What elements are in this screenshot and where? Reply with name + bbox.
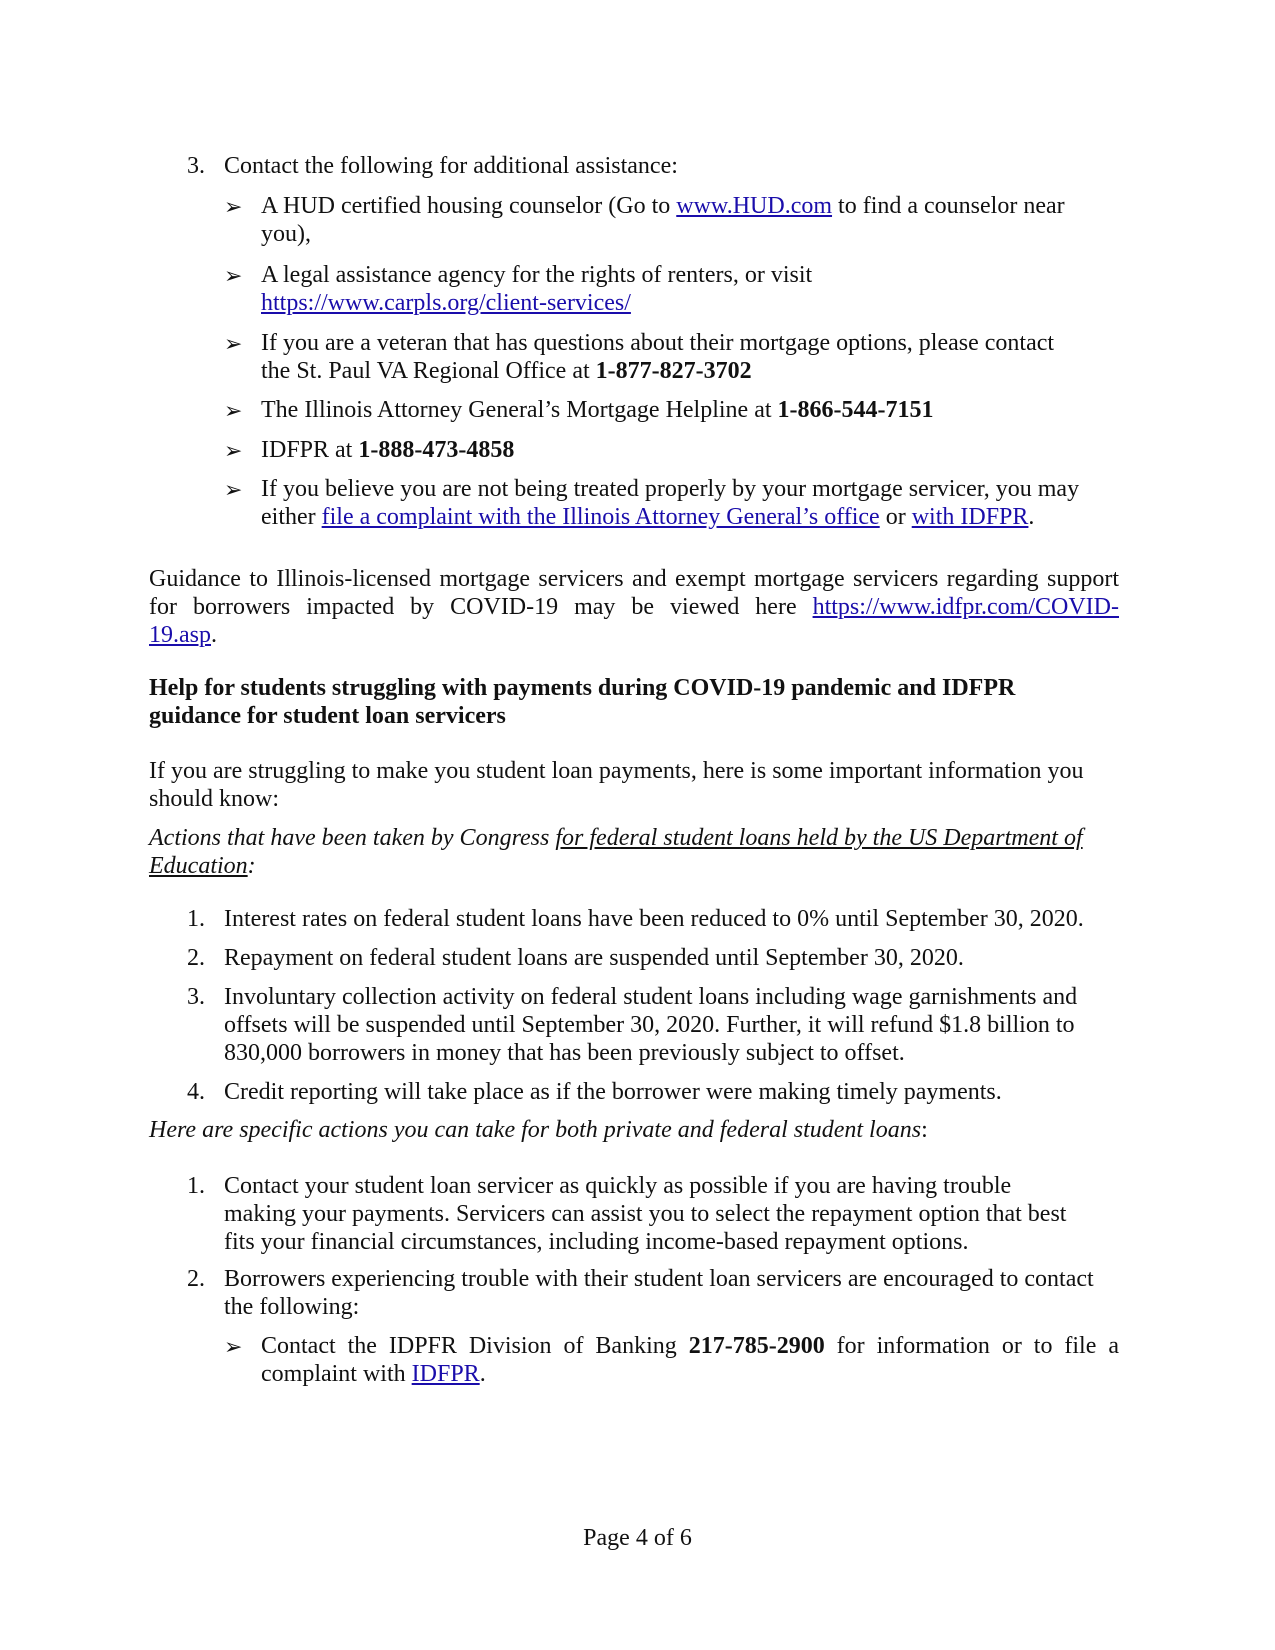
guidance-line-3 [149, 621, 1119, 649]
intro-text: If you are struggling to make you student loan payments, here is some important information you [149, 758, 1084, 784]
heading-line: guidance for student loan servicers [149, 703, 506, 729]
list-number: 2. [187, 1266, 205, 1292]
specific-actions-heading [149, 1116, 1129, 1144]
bullet-hud [261, 192, 1111, 248]
bullet-banking-line-1 [261, 1332, 1119, 1360]
arrow-bullet-icon: ➢ [224, 263, 243, 288]
bullet-text: complaint with [261, 1361, 412, 1387]
bullet-text: the St. Paul VA Regional Office at [261, 358, 596, 384]
bullet-ag-helpline [261, 396, 1111, 424]
arrow-bullet-icon: ➢ [224, 438, 243, 463]
covid-link[interactable]: https://www.idfpr.com/COVID- [812, 594, 1119, 620]
carpls-link[interactable]: https://www.carpls.org/client-services/ [261, 290, 631, 316]
guidance-text: for borrowers impacted by COVID-19 may be viewed here [149, 594, 813, 620]
item-text: Borrowers experiencing trouble with their student loan servicers are encouraged to contact [224, 1266, 1094, 1292]
bullet-text: either [261, 504, 322, 530]
page-number: Page 4 of 6 [583, 1525, 692, 1551]
idfpr-link[interactable]: IDFPR [411, 1361, 480, 1387]
list-number: 4. [187, 1079, 205, 1105]
arrow-bullet-icon: ➢ [224, 331, 243, 356]
specific-item [224, 1172, 1104, 1256]
item-text: the following: [224, 1294, 360, 1320]
guidance-line-2 [149, 593, 1119, 621]
arrow-bullet-icon: ➢ [224, 194, 243, 219]
covid-link-continued[interactable]: 19.asp [149, 622, 211, 648]
bullet-text: for information or to file a [824, 1333, 1119, 1359]
congress-item: Interest rates on federal student loans have been reduced to 0% until September 30, 2020. [224, 906, 1084, 932]
phone-number: 1-877-827-3702 [595, 358, 752, 384]
italic-text: Actions that have been taken by Congress [149, 825, 556, 851]
congress-actions-heading [149, 824, 1129, 880]
bullet-complaint [261, 475, 1121, 531]
italic-underlined-text: for federal student loans held by the US Department of [555, 825, 1083, 851]
guidance-line-1: Guidance to Illinois-licensed mortgage servicers and exempt mortgage servicers regarding support [149, 566, 1119, 592]
phone-number: 1-888-473-4858 [358, 437, 515, 463]
congress-item [224, 983, 1114, 1067]
ag-complaint-link[interactable]: file a complaint with the Illinois Attorney General’s office [321, 504, 880, 530]
intro-text: should know: [149, 786, 280, 812]
bullet-text: . [1028, 504, 1035, 530]
arrow-bullet-icon: ➢ [224, 398, 243, 423]
contact-intro: Contact the following for additional assistance: [224, 153, 678, 179]
italic-text: Here are specific actions you can take for both private and federal student loans [149, 1117, 922, 1143]
section-heading [149, 674, 1119, 730]
bullet-text: IDFPR at [261, 437, 359, 463]
item-text: making your payments. Servicers can assist you to select the repayment option that best [224, 1201, 1067, 1227]
item-text: fits your financial circumstances, including income-based repayment options. [224, 1229, 969, 1255]
italic-text: : [247, 853, 256, 879]
guidance-text: . [211, 622, 217, 648]
phone-number: 1-866-544-7151 [777, 397, 934, 423]
bullet-text: or [879, 504, 912, 530]
heading-line: Help for students struggling with payments during COVID-19 pandemic and IDFPR [149, 675, 1016, 701]
item-text: Involuntary collection activity on federal student loans including wage garnishments and [224, 984, 1078, 1010]
congress-item: Repayment on federal student loans are suspended until September 30, 2020. [224, 945, 964, 971]
arrow-bullet-icon: ➢ [224, 477, 243, 502]
idfpr-complaint-link[interactable]: with IDFPR [911, 504, 1029, 530]
bullet-legal [261, 261, 1111, 317]
list-number: 1. [187, 906, 205, 932]
italic-underlined-text: Education [149, 853, 248, 879]
congress-item: Credit reporting will take place as if the borrower were making timely payments. [224, 1079, 1002, 1105]
list-number: 2. [187, 945, 205, 971]
bullet-text: Contact the IDPFR Division of Banking [261, 1333, 689, 1359]
heading-text: : [921, 1117, 928, 1143]
item-text: offsets will be suspended until September 30, 2020. Further, it will refund $1.8 billion to [224, 1012, 1075, 1038]
bullet-text: A legal assistance agency for the rights of renters, or visit [261, 262, 813, 288]
bullet-veteran [261, 329, 1111, 385]
bullet-text: A HUD certified housing counselor (Go to [261, 193, 677, 219]
phone-number: 217-785-2900 [688, 1333, 825, 1359]
arrow-bullet-icon: ➢ [224, 1334, 243, 1359]
bullet-idfpr [261, 436, 1111, 464]
bullet-banking-line-2 [261, 1360, 1119, 1388]
bullet-text: . [479, 1361, 486, 1387]
hud-link[interactable]: www.HUD.com [676, 193, 833, 219]
specific-item [224, 1265, 1114, 1321]
list-number: 3. [187, 153, 205, 179]
bullet-text: to find a counselor near you), [261, 193, 1065, 247]
item-text: 830,000 borrowers in money that has been previously subject to offset. [224, 1040, 905, 1066]
bullet-text: If you believe you are not being treated properly by your mortgage servicer, you may [261, 476, 1080, 502]
item-text: Contact your student loan servicer as quickly as possible if you are having trouble [224, 1173, 1012, 1199]
bullet-text: The Illinois Attorney General’s Mortgage Helpline at [261, 397, 778, 423]
students-intro [149, 757, 1119, 813]
list-number: 1. [187, 1173, 205, 1199]
list-number: 3. [187, 984, 205, 1010]
bullet-text: If you are a veteran that has questions about their mortgage options, please contact [261, 330, 1055, 356]
